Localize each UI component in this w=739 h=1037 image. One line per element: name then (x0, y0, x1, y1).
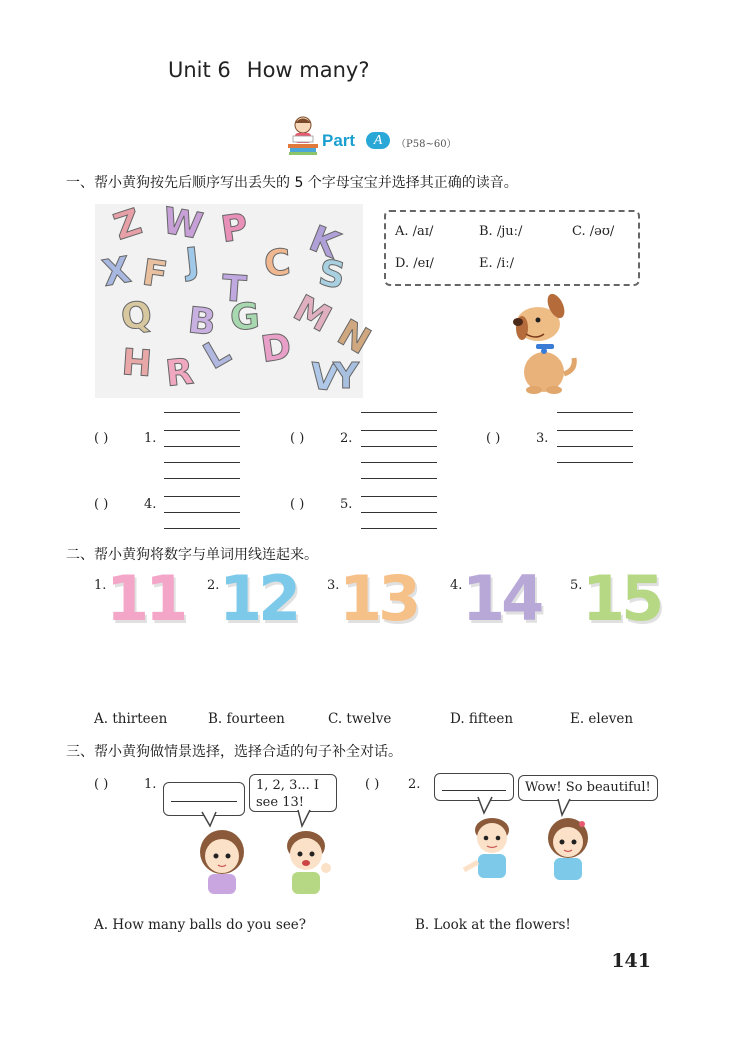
boy-illustration (282, 824, 334, 896)
section-2-heading: 二、帮小黄狗将数字与单词用线连起来。 (66, 547, 318, 563)
answer-paren-5[interactable]: ( ) (290, 497, 305, 512)
page-number: 141 (611, 950, 651, 972)
letter-b: B (186, 300, 218, 344)
letters-picture (95, 200, 378, 400)
answer-paren-2[interactable]: ( ) (290, 431, 305, 446)
question-number-2: 2. (408, 777, 421, 792)
unit-number: Unit 6 (168, 58, 231, 82)
item-number-1: 1. (144, 431, 157, 446)
letter-c: C (262, 242, 292, 285)
item-number-3: 3. (536, 431, 549, 446)
number-label-1: 1. (94, 578, 107, 593)
writing-line-5-3[interactable] (361, 512, 437, 513)
alphabet-letters-illustration (95, 200, 378, 400)
word-option-c: C. twelve (328, 711, 392, 727)
phonetic-c: C. /əʊ/ (572, 224, 615, 239)
letter-x: X (99, 249, 134, 295)
letter-f: F (139, 252, 170, 297)
number-label-2: 2. (207, 578, 220, 593)
writing-line-2-3[interactable] (361, 446, 437, 447)
q2-speech-text: Wow! So beautiful! (525, 780, 651, 795)
q1-speech-text: 1, 2, 3... I see 13! (256, 778, 320, 810)
unit-title (168, 58, 370, 82)
answer-paren-q1[interactable]: ( ) (94, 777, 109, 792)
phonetics-box (384, 210, 640, 286)
writing-line-1-2[interactable] (164, 430, 240, 431)
question-number-1: 1. (144, 777, 157, 792)
writing-line-1-4[interactable] (164, 462, 240, 463)
letter-y: Y (333, 356, 360, 397)
writing-line-2-1[interactable] (361, 412, 437, 413)
letter-g: G (228, 296, 262, 339)
writing-line-5-4[interactable] (361, 528, 437, 529)
writing-line-3-1[interactable] (557, 412, 633, 413)
letter-m: M (286, 287, 338, 341)
q2-speech-bubble (518, 775, 658, 801)
phonetic-b: B. /juː/ (479, 224, 523, 239)
writing-line-1-1[interactable] (164, 412, 240, 413)
letter-s: S (315, 252, 349, 298)
unit-name: How many? (246, 58, 370, 82)
letter-l: L (197, 330, 238, 378)
phonetic-d: D. /eɪ/ (395, 256, 434, 271)
big-number-13: 13 (339, 562, 418, 635)
item-number-5: 5. (340, 497, 353, 512)
boy-pointing-illustration (462, 814, 524, 884)
number-label-4: 4. (450, 578, 463, 593)
big-number-14: 14 (462, 562, 541, 635)
q1-blank-bubble (163, 782, 245, 816)
letter-r: R (163, 351, 196, 395)
letter-v: V (308, 356, 341, 400)
q2-blank-bubble (434, 773, 514, 801)
answer-paren-4[interactable]: ( ) (94, 497, 109, 512)
q2-blank-line[interactable] (442, 790, 506, 791)
phonetic-a: A. /aɪ/ (395, 224, 434, 239)
word-option-e: E. eleven (570, 711, 634, 727)
dialogue-option-a: A. How many balls do you see? (94, 917, 307, 933)
writing-line-1-3[interactable] (164, 446, 240, 447)
number-label-5: 5. (570, 578, 583, 593)
girl-illustration (196, 826, 248, 896)
writing-line-4-3[interactable] (164, 512, 240, 513)
big-number-15: 15 (582, 562, 661, 635)
item-number-2: 2. (340, 431, 353, 446)
phonetic-e: E. /iː/ (479, 256, 515, 271)
part-letter-badge: A (366, 132, 390, 149)
writing-line-4-1[interactable] (164, 478, 240, 479)
q1-blank-line[interactable] (171, 801, 237, 802)
q2-left-bubble-tail (476, 797, 496, 815)
writing-line-3-3[interactable] (557, 446, 633, 447)
reading-girl-icon (286, 114, 320, 156)
dialogue-option-b: B. Look at the flowers! (415, 917, 571, 933)
letter-j: J (183, 240, 202, 283)
writing-line-5-2[interactable] (361, 496, 437, 497)
number-label-3: 3. (327, 578, 340, 593)
word-option-b: B. fourteen (208, 711, 285, 727)
letter-w: W (159, 200, 206, 248)
letter-q: Q (118, 294, 155, 339)
writing-line-2-4[interactable] (361, 462, 437, 463)
word-option-a: A. thirteen (94, 711, 168, 727)
section-1-heading: 一、帮小黄狗按先后顺序写出丢失的 5 个字母宝宝并选择其正确的读音。 (66, 175, 518, 191)
answer-paren-q2[interactable]: ( ) (365, 777, 380, 792)
writing-line-3-2[interactable] (557, 430, 633, 431)
writing-line-5-1[interactable] (361, 478, 437, 479)
answer-paren-3[interactable]: ( ) (486, 431, 501, 446)
big-number-11: 11 (106, 562, 185, 635)
answer-paren-1[interactable]: ( ) (94, 431, 109, 446)
writing-line-4-4[interactable] (164, 528, 240, 529)
item-number-4: 4. (144, 497, 157, 512)
writing-line-2-2[interactable] (361, 430, 437, 431)
part-pages: （P58~60） (396, 139, 457, 150)
yellow-dog-icon (508, 292, 580, 396)
girl-2-illustration (544, 814, 594, 884)
writing-line-3-4[interactable] (557, 462, 633, 463)
big-number-12: 12 (219, 562, 298, 635)
letter-p: P (218, 206, 251, 251)
letter-d: D (258, 326, 294, 371)
letter-z: Z (109, 201, 147, 249)
q1-speech-bubble (249, 774, 337, 812)
letter-h: H (120, 342, 154, 386)
letter-k: K (303, 218, 345, 267)
writing-line-4-2[interactable] (164, 496, 240, 497)
letter-t: T (220, 268, 248, 311)
section-3-heading: 三、帮小黄狗做情景选择，选择合适的句子补全对话。 (66, 744, 402, 760)
part-label: Part (322, 131, 356, 150)
letter-n: N (330, 312, 378, 363)
word-option-d: D. fifteen (450, 711, 514, 727)
